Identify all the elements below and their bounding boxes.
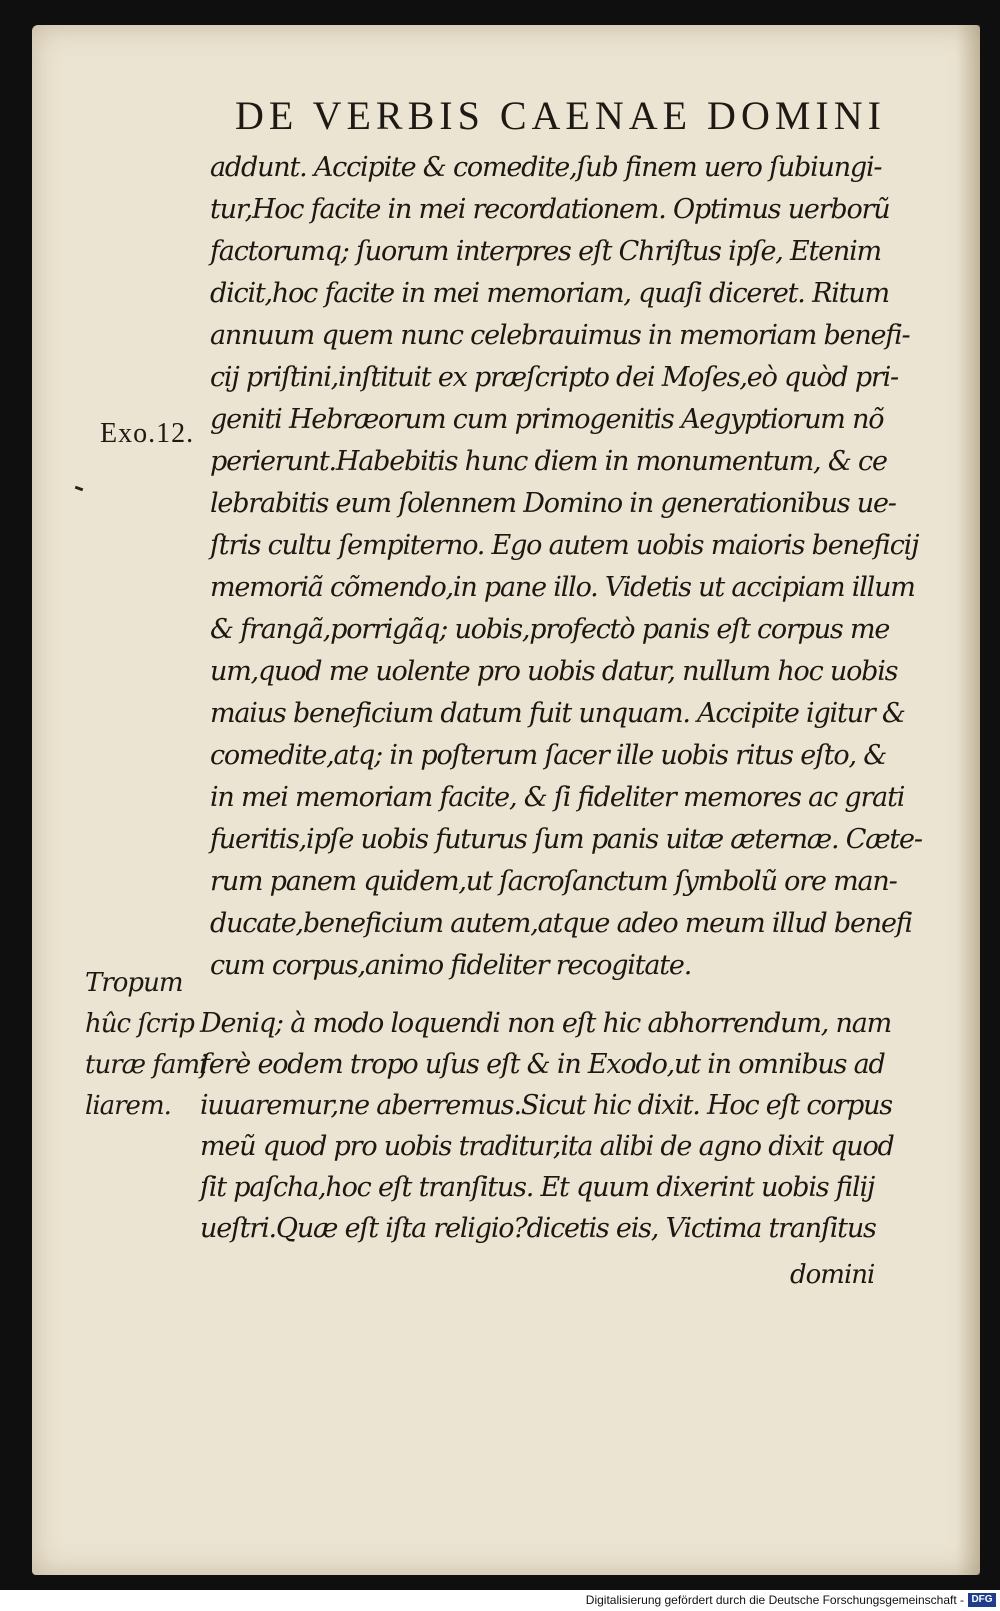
margin-note-line: hûc ſcrip <box>85 1009 194 1039</box>
text-line: annuum quem nunc celebrauimus in memoriam benefi- <box>210 320 910 351</box>
body-paragraph-1 <box>210 147 922 987</box>
text-line: cij priſtini,inſtituit ex præſcripto dei Moſes,eò quòd pri- <box>210 362 898 393</box>
text-line: ueſtri.Quæ eſt iſta religio?dicetis eis, Victima tranſitus <box>200 1213 876 1244</box>
text-line: maius beneficium datum fuit unquam. Accipite igitur & <box>210 698 905 729</box>
text-line: Deniq; à modo loquendi non eſt hic abhorrendum, nam <box>200 1008 891 1039</box>
margin-note-tropum <box>85 963 206 1127</box>
margin-note-line: liarem. <box>85 1091 171 1121</box>
catchword: domini <box>790 1260 875 1290</box>
text-line: tur,Hoc facite in mei recordationem. Optimus uerborũ <box>210 194 890 225</box>
text-line: cum corpus,animo fideliter recogitate. <box>210 950 692 981</box>
funding-credit: Digitalisierung gefördert durch die Deutsche Forschungsgemeinschaft - <box>585 1593 964 1607</box>
text-line: fueritis,ipſe uobis futurus ſum panis uitæ æternæ. Cæte- <box>210 824 922 855</box>
text-line: ſit paſcha,hoc eſt tranſitus. Et quum dixerint uobis filij <box>200 1172 875 1203</box>
margin-note-line: Tropum <box>85 968 183 998</box>
margin-note-exodus: Exo.12. <box>100 418 195 449</box>
body-paragraph-2 <box>200 1003 894 1249</box>
text-line: perierunt.Habebitis hunc diem in monumentum, & ce <box>210 446 887 477</box>
page-gutter-shadow <box>956 25 980 1575</box>
text-line: lebrabitis eum ſolennem Domino in generationibus ue- <box>210 488 896 519</box>
text-line: & frangã,porrigãq; uobis,profectò panis eſt corpus me <box>210 614 890 645</box>
text-line: factorumq; ſuorum interpres eſt Chriſtus ipſe, Etenim <box>210 236 881 267</box>
text-line: dicit,hoc facite in mei memoriam, quaſi diceret. Ritum <box>210 278 889 309</box>
text-line: addunt. Accipite & comedite,ſub finem uero ſubiungi- <box>210 152 882 183</box>
dfg-logo-icon: DFG <box>968 1593 996 1607</box>
text-line: in mei memoriam facite, & ſi fideliter memores ac grati <box>210 782 905 813</box>
text-line: um,quod me uolente pro uobis datur, nullum hoc uobis <box>210 656 898 687</box>
text-line: memoriã cõmendo,in pane illo. Videtis ut accipiam illum <box>210 572 915 603</box>
text-line: ferè eodem tropo uſus eſt & in Exodo,ut in omnibus ad <box>200 1049 885 1080</box>
digitization-footer <box>0 1590 1000 1611</box>
text-line: meũ quod pro uobis traditur,ita alibi de agno dixit quod <box>200 1131 894 1162</box>
text-line: ſtris cultu ſempiterno. Ego autem uobis maioris beneficij <box>210 530 919 561</box>
text-line: iuuaremur,ne aberremus.Sicut hic dixit. Hoc eſt corpus <box>200 1090 892 1121</box>
margin-note-line: turæ fami <box>85 1050 207 1080</box>
text-line: rum panem quidem,ut ſacroſanctum ſymbolũ ore man- <box>210 866 897 897</box>
running-title: DE VERBIS CAENAE DOMINI <box>235 93 886 138</box>
text-line: ducate,beneficium autem,atque adeo meum illud benefi <box>210 908 912 939</box>
text-line: geniti Hebræorum cum primogenitis Aegyptiorum nõ <box>210 404 884 435</box>
text-line: comedite,atq; in poſterum ſacer ille uobis ritus eſto, & <box>210 740 887 771</box>
